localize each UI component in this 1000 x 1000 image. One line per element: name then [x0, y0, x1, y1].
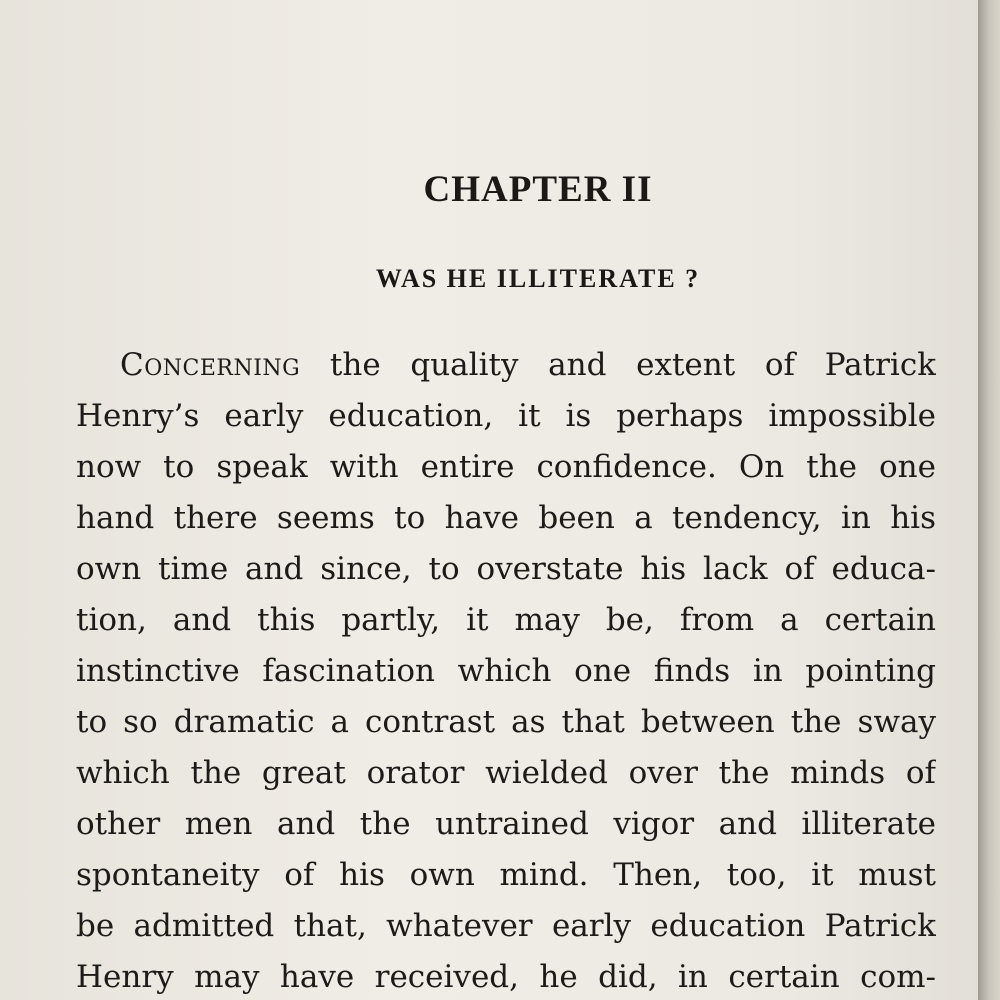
body-paragraph	[76, 340, 936, 1000]
chapter-heading: CHAPTER II	[423, 169, 653, 210]
paragraph-line: be admitted that, whatever early education Patrick	[76, 908, 936, 944]
paragraph-line: which the great orator wielded over the minds of	[76, 755, 936, 791]
paragraph-lead-word: Concerning	[120, 347, 301, 383]
paragraph-line: instinctive fascination which one finds in pointing	[76, 653, 936, 689]
paragraph-line: own time and since, to overstate his lack of educa-	[76, 551, 936, 587]
chapter-subtitle: WAS HE ILLITERATE ?	[375, 264, 701, 293]
paragraph-line: tion, and this partly, it may be, from a certain	[76, 602, 936, 638]
adjacent-page-edge	[978, 0, 1000, 1000]
paragraph-line-text: the quality and extent of Patrick	[300, 347, 936, 383]
paragraph-line: to so dramatic a contrast as that between the sway	[76, 704, 936, 740]
paragraph-line: other men and the untrained vigor and illiterate	[76, 806, 936, 842]
paragraph-line: now to speak with entire confidence. On the one	[76, 449, 936, 485]
show-through-text	[60, 0, 960, 300]
paragraph-line: hand there seems to have been a tendency, in his	[76, 500, 936, 536]
paragraph-line: Henry’s early education, it is perhaps impossible	[76, 398, 936, 434]
paragraph-line: spontaneity of his own mind. Then, too, it must	[76, 857, 936, 893]
paragraph-line-1	[76, 340, 936, 391]
paragraph-line: Henry may have received, he did, in certain com-	[76, 959, 936, 995]
